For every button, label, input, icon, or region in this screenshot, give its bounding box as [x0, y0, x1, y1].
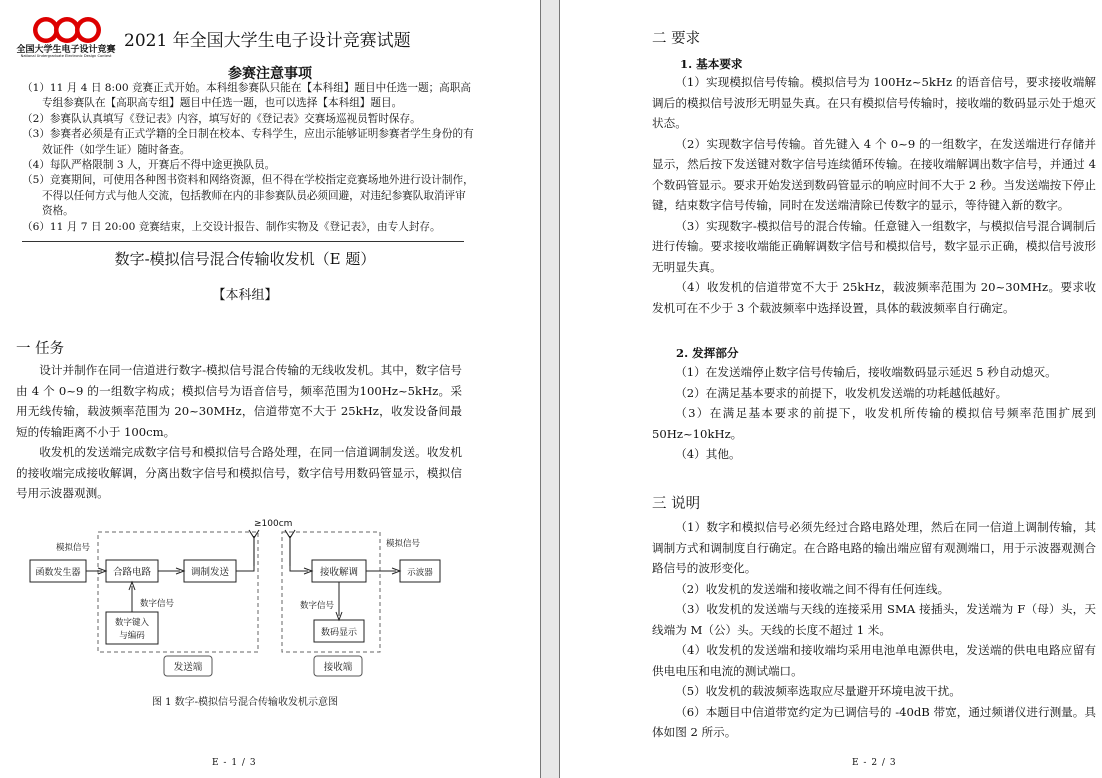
- extended-list: [652, 362, 1096, 465]
- line-antenna-to-demodulator: [290, 566, 312, 574]
- notice-list: [22, 81, 474, 235]
- page-gap: [540, 0, 560, 778]
- arrow-keypad-to-combiner: [129, 582, 135, 612]
- page-footer: E - 2 / 3: [852, 758, 897, 768]
- combiner-label: 合路电路: [112, 567, 152, 578]
- modulator-label: 调制发送: [190, 567, 230, 578]
- basic-requirement-item: （4）收发机的信道带宽不大于 25kHz，载波频率范围为 20~30MHz。要求收发机可在不少于 3 个载波频率中选择设置，具体的载波频率自行确定。: [652, 280, 1096, 315]
- basic-requirements-heading: 1. 基本要求: [680, 57, 743, 71]
- extended-heading: 2. 发挥部分: [676, 346, 739, 360]
- notice-item: （5）竞赛期间，可使用各种图书资料和网络资源，但不得在学校指定竞赛场地外进行设计制作，不得以任何方式与他人交流，包括教师在内的非参赛队员必须回避，对违纪参赛队取消评审资格。: [22, 174, 474, 218]
- section-heading-task: 一 任务: [16, 341, 65, 357]
- digital-out-label: 数字信号: [300, 601, 335, 611]
- notice-item: （6）11 月 7 日 20:00 竞赛结束，上交设计报告、制作实物及《登记表》，由专人封存。: [22, 220, 441, 233]
- func-gen-label: 函数发生器: [35, 568, 81, 578]
- display-label: 数码显示: [320, 628, 358, 638]
- distance-label: ≥100cm: [254, 519, 293, 529]
- divider: [22, 241, 464, 242]
- note-item: （5）收发机的载波频率选取应尽量避开环境电波干扰。: [675, 684, 961, 698]
- logo-ring-hole: [38, 22, 55, 39]
- logo-ring-hole: [80, 22, 97, 39]
- notice-item: （1）11 月 4 日 8:00 竞赛正式开始。本科组参赛队只能在【本科组】题目中任选一题；高职高专组参赛队在【高职高专组】题目中任选一题，也可以选择【本科组】题目。: [22, 82, 471, 110]
- line-modulator-to-antenna: [236, 566, 254, 571]
- rx-label: 接收端: [323, 662, 353, 673]
- extended-item: （2）在满足基本要求的前提下，收发机发送端的功耗越低越好。: [675, 385, 1008, 400]
- task-paragraph: 设计并制作在同一信道进行数字-模拟信号混合传输的无线收发机。其中，数字信号由 4 个 0~9 的一组数字构成；模拟信号为语音信号，频率范围为100Hz~5kHz。采用无线传输，载波频率范围为 20~30MHz，信道带宽不大于 25kHz，收发设备间最短的传输距离不小于 100cm。: [16, 363, 462, 439]
- digital-in-label: 数字信号: [140, 599, 175, 609]
- problem-title: 数字-模拟信号混合传输收发机（E 题）: [114, 250, 376, 268]
- document-title: 2021 年全国大学生电子设计竞赛试题: [124, 31, 411, 51]
- scope-label: 示波器: [407, 568, 433, 578]
- analog-in-label: 模拟信号: [56, 543, 91, 553]
- notice-item: （2）参赛队认真填写《登记表》内容，填写好的《登记表》交赛场巡视员暂时保存。: [22, 112, 421, 125]
- logo-ring-hole: [59, 22, 76, 39]
- task-paragraph: 收发机的发送端完成数字信号和模拟信号合路处理，在同一信道调制发送。收发机的接收端完成接收解调，分离出数字信号和模拟信号，数字信号用数码管显示，模拟信号用示波器观测。: [16, 445, 462, 500]
- arrow-demodulator-to-display: [336, 582, 342, 620]
- keypad-label: 与编码: [119, 631, 145, 641]
- section-heading-notes: 三 说明: [652, 496, 701, 512]
- notice-item: （4）每队严格限制 3 人，开赛后不得中途更换队员。: [22, 159, 276, 172]
- extended-item: （4）其他。: [675, 447, 741, 461]
- notes-list: [652, 517, 1096, 743]
- tx-label: 发送端: [173, 662, 203, 673]
- logo-subtext: National Undergraduate Electronic Design Contest: [20, 54, 112, 58]
- page-2: [560, 0, 1102, 778]
- arrow-funcgen-to-combiner: [86, 568, 106, 574]
- logo-text: 全国大学生电子设计竞赛: [16, 45, 116, 55]
- page-footer: E - 1 / 3: [212, 758, 257, 768]
- notice-heading: 参赛注意事项: [228, 66, 312, 82]
- analog-out-label: 模拟信号: [386, 539, 421, 549]
- note-item: （4）收发机的发送端和接收端均采用电池单电源供电，发送端的供电电路应留有供电电压和电流的测试端口。: [652, 643, 1096, 678]
- note-item: （1）数字和模拟信号必须先经过合路电路处理，然后在同一信道上调制传输，其调制方式和调制度自行确定。在合路电路的输出端应留有观测端口，用于示波器观测合路信号的波形变化。: [652, 520, 1096, 575]
- basic-requirement-item: （3）实现数字-模拟信号的混合传输。任意键入一组数字，与模拟信号混合调制后进行传输。要求接收端能正确解调数字信号和模拟信号，数字显示正确，模拟信号波形无明显失真。: [652, 218, 1096, 274]
- arrow-demodulator-to-scope: [366, 568, 400, 574]
- task-body: [16, 360, 462, 504]
- basic-requirements-list: [652, 72, 1096, 318]
- block-diagram: [22, 514, 472, 684]
- contest-logo: [14, 12, 118, 58]
- extended-item: （3）在满足基本要求的前提下，收发机所传输的模拟信号频率范围扩展到50Hz~10kHz。: [652, 406, 1096, 441]
- notice-item: （3）参赛者必须是有正式学籍的全日制在校本、专科学生，应出示能够证明参赛者学生身份的有效证件（如学生证）随时备查。: [22, 128, 474, 156]
- group-label: 【本科组】: [212, 288, 278, 303]
- demodulator-label: 接收解调: [319, 567, 359, 578]
- basic-requirement-item: （1）实现模拟信号传输。模拟信号为 100Hz~5kHz 的语音信号，要求接收端解调后的模拟信号波形无明显失真。在只有模拟信号传输时，接收端的数码显示处于熄灭状态。: [652, 75, 1096, 130]
- keypad-label: 数字键入: [114, 618, 150, 628]
- section-heading-requirements: 二 要求: [652, 31, 701, 47]
- note-item: （3）收发机的发送端与天线的连接采用 SMA 接插头，发送端为 F（母）头，天线端为 M（公）头。天线的长度不超过 1 米。: [652, 602, 1096, 637]
- rx-antenna-icon: [285, 530, 295, 566]
- note-item: （2）收发机的发送端和接收端之间不得有任何连线。: [675, 581, 950, 596]
- page-1: [0, 0, 540, 778]
- note-item: （6）本题目中信道带宽约定为已调信号的 -40dB 带宽，通过频谱仪进行测量。具体如图 2 所示。: [652, 704, 1096, 739]
- extended-item: （1）在发送端停止数字信号传输后，接收端数码显示延迟 5 秒自动熄灭。: [675, 365, 1057, 379]
- basic-requirement-item: （2）实现数字信号传输。首先键入 4 个 0~9 的一组数字，在发送端进行存储并显示，然后按下发送键对数字信号连续循环传输。在接收端解调出数字信号，并通过 4 个数码管显示。要求开始发送到数码管显示的响应时间不大于 2 秒。当发送端按下停止键，结束数字信号传输，同时在发送端清除已传数字的显示，等待键入新的数字。: [652, 136, 1096, 212]
- figure-caption: 图 1 数字-模拟信号混合传输收发机示意图: [151, 697, 339, 708]
- arrow-combiner-to-modulator: [158, 568, 184, 574]
